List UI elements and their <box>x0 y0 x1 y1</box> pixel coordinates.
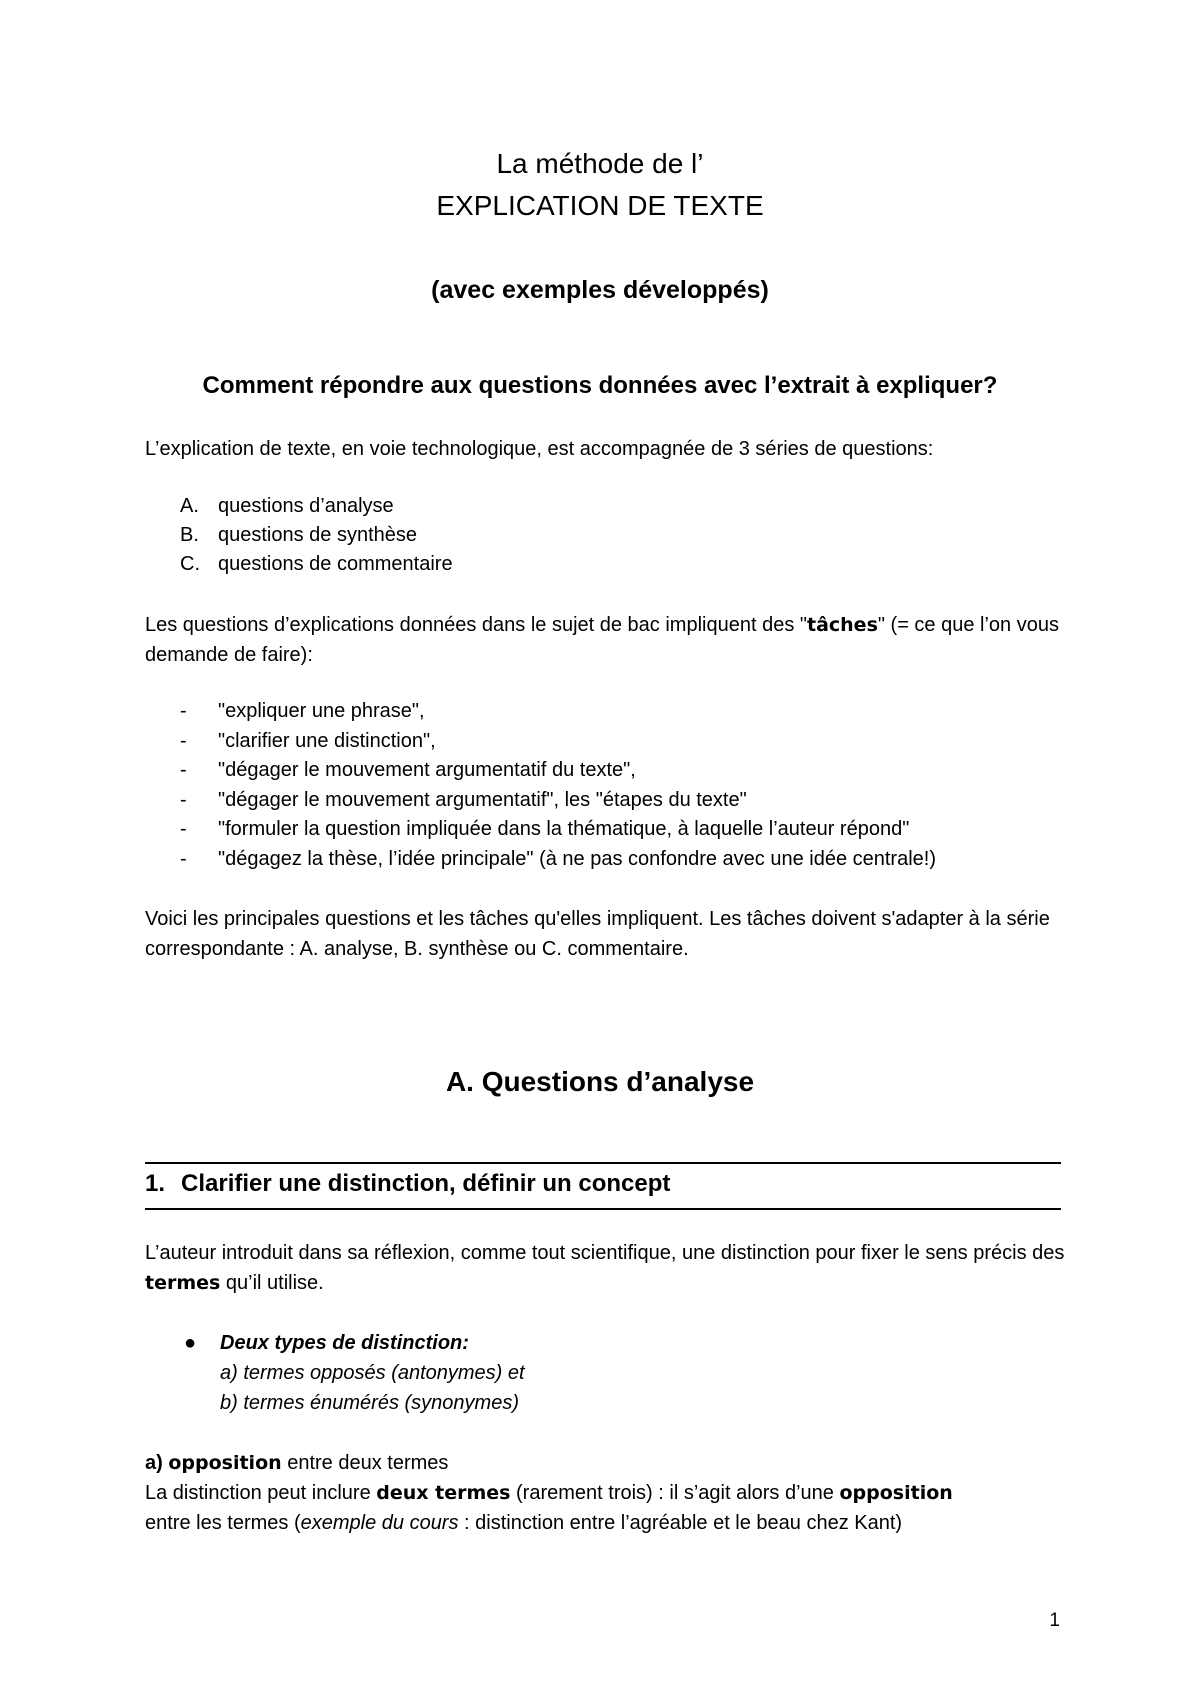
list-item <box>180 756 1060 786</box>
list-item <box>180 550 1060 579</box>
taches-list <box>180 697 1060 874</box>
section-heading-a: A. Questions d’analyse <box>445 1066 755 1097</box>
title-line-1: La méthode de l’ <box>496 148 704 179</box>
types-line-b: b) termes énumérés (synonymes) <box>220 1392 519 1414</box>
list-item <box>180 521 1060 550</box>
list-marker: A. <box>180 495 199 517</box>
list-item <box>180 786 1060 816</box>
dash-marker: - <box>180 818 187 840</box>
opposition-l2-italic: exemple du cours <box>300 1512 459 1534</box>
opposition-block <box>145 1448 1065 1538</box>
auteur-paragraph <box>145 1238 1065 1298</box>
question-heading: Comment répondre aux questions données avec l’extrait à expliquer? <box>202 372 998 399</box>
opposition-line-1 <box>145 1478 1065 1508</box>
dash-marker: - <box>180 759 187 781</box>
list-item-label: "expliquer une phrase", <box>218 700 425 722</box>
list-item-label: questions de commentaire <box>218 553 453 575</box>
opposition-l1-mid: (rarement trois) : il s’agit alors d’une <box>510 1482 840 1504</box>
dash-marker: - <box>180 847 187 870</box>
dash-marker: - <box>180 788 187 811</box>
dash-marker: - <box>180 700 187 722</box>
opposition-label-bold: opposition <box>168 1452 282 1474</box>
list-marker: B. <box>180 524 199 546</box>
bullet-dot-icon: ● <box>184 1332 197 1354</box>
title-line-2: EXPLICATION DE TEXTE <box>436 190 764 221</box>
intro-paragraph: L’explication de texte, en voie technologique, est accompagnée de 3 séries de questions: <box>145 438 934 460</box>
list-item <box>180 697 1060 727</box>
opposition-l2-after: : distinction entre l’agréable et le beau chez Kant) <box>458 1512 903 1534</box>
list-item <box>180 815 1060 845</box>
list-item-label: questions de synthèse <box>218 524 418 546</box>
list-item <box>180 492 1060 521</box>
series-list <box>180 492 1060 579</box>
list-item-label: "dégager le mouvement argumentatif", les "étapes du texte" <box>218 788 747 811</box>
types-heading: Deux types de distinction: <box>220 1332 469 1354</box>
opposition-l1-bold2: opposition <box>839 1482 953 1504</box>
divider-top <box>145 1162 1061 1164</box>
opposition-line-2 <box>145 1508 1065 1538</box>
auteur-text-before: L’auteur introduit dans sa réflexion, comme tout scientifique, une distinction pour fixer le sens précis des <box>145 1242 1065 1264</box>
opposition-l2-before: entre les termes ( <box>145 1512 301 1534</box>
opposition-l1-before: La distinction peut inclure <box>145 1482 377 1504</box>
list-item-label: "formuler la question impliquée dans la thématique, à laquelle l’auteur répond" <box>218 818 910 840</box>
opposition-label-a: a) <box>145 1452 169 1474</box>
list-item <box>180 845 1060 875</box>
list-marker: C. <box>180 553 200 575</box>
list-item-label: "dégager le mouvement argumentatif du texte", <box>218 759 636 781</box>
list-item <box>180 727 1060 757</box>
subtitle: (avec exemples développés) <box>431 276 769 304</box>
dash-marker: - <box>180 729 187 752</box>
types-bullet <box>184 1328 525 1418</box>
types-line-a: a) termes opposés (antonymes) et <box>220 1362 525 1384</box>
divider-bottom <box>145 1208 1061 1210</box>
opposition-label-rest: entre deux termes <box>281 1452 449 1474</box>
list-item-label: "clarifier une distinction", <box>218 729 436 752</box>
list-item-label: "dégagez la thèse, l’idée principale" (à ne pas confondre avec une idée centrale!) <box>218 847 936 870</box>
taches-paragraph <box>145 610 1065 670</box>
taches-text-after: " (= ce que l’on vous demande de faire): <box>145 614 1059 666</box>
taches-bold: tâches <box>806 614 878 636</box>
auteur-bold: termes <box>145 1272 221 1294</box>
opposition-l1-bold1: deux termes <box>376 1482 511 1504</box>
section-1-title: Clarifier une distinction, définir un concept <box>181 1170 671 1197</box>
opposition-label <box>145 1448 1065 1478</box>
section-1-heading <box>145 1170 670 1198</box>
list-item-label: questions d’analyse <box>218 495 394 517</box>
page-number: 1 <box>1049 1610 1060 1631</box>
voici-paragraph: Voici les principales questions et les tâches qu'elles impliquent. Les tâches doivent s'adapter à la série correspondante : A. analyse, B. synthèse ou C. commentaire. <box>145 908 1050 960</box>
section-1-number: 1. <box>145 1170 166 1197</box>
auteur-text-after: qu’il utilise. <box>220 1272 324 1294</box>
taches-text-before: Les questions d’explications données dans le sujet de bac impliquent des " <box>145 614 807 636</box>
